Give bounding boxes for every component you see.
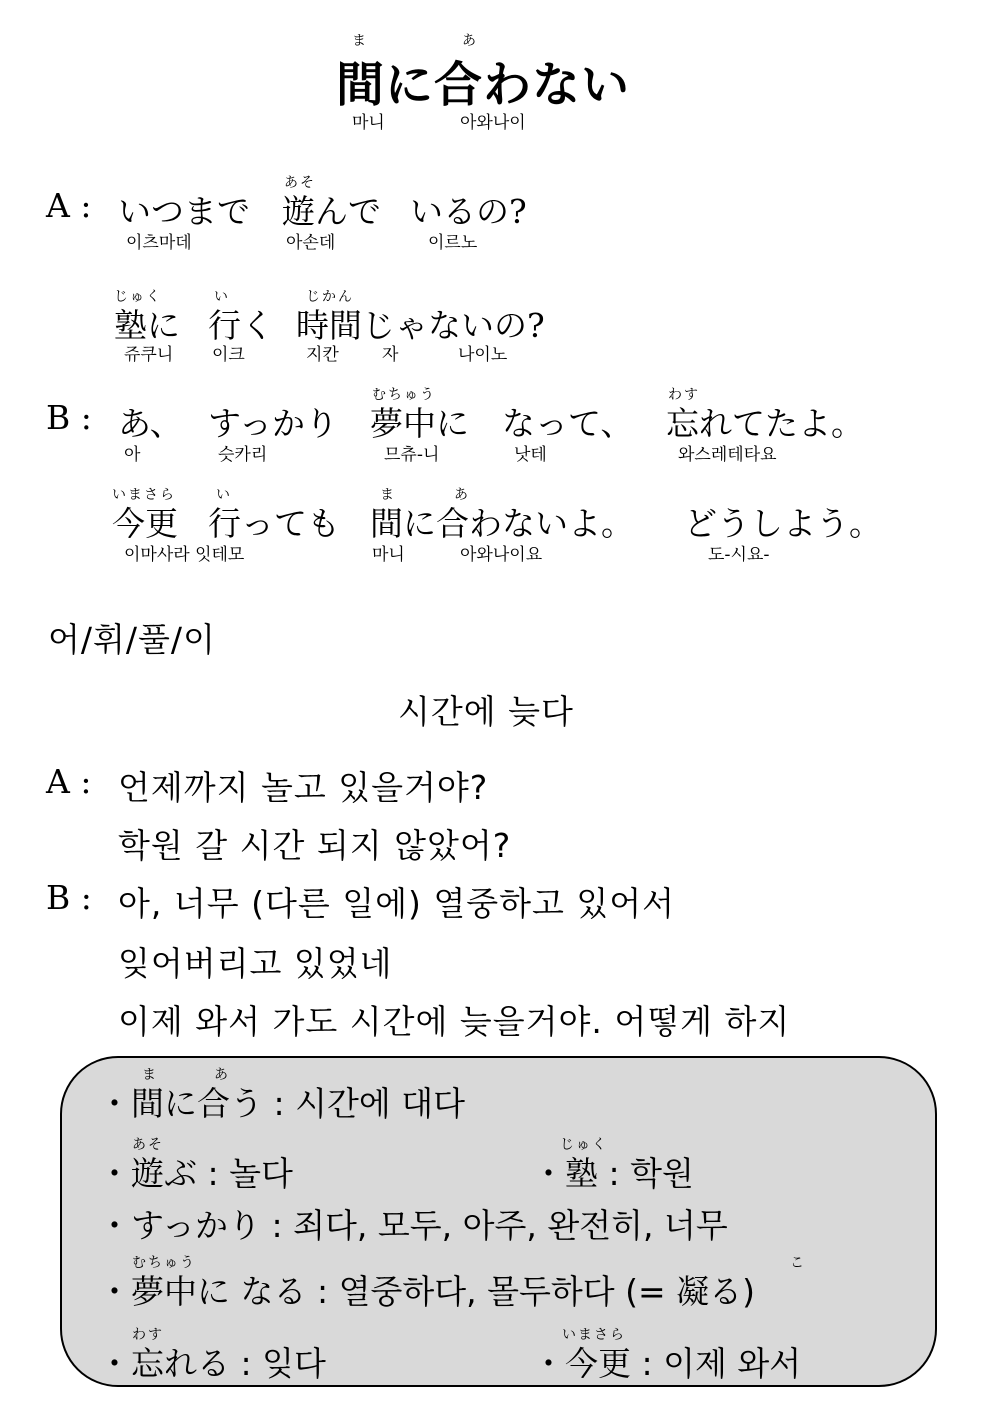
vocab-3-ruby: じゅく xyxy=(560,1137,608,1153)
dialogue-1-seg-2: 遊んで xyxy=(282,192,381,231)
vocab-item-6: ・忘れる : 잊다 xyxy=(98,1344,326,1383)
translation-line-1: 언제까지 놀고 있을거야? xyxy=(118,768,489,807)
vocab-2-ruby: あそ xyxy=(132,1137,164,1153)
dialogue-2-reading-1: 쥬쿠니 xyxy=(124,345,174,365)
vocab-item-2: ・遊ぶ : 놀다 xyxy=(98,1154,293,1193)
title-reading-1: 마니 xyxy=(352,113,385,133)
page-title: 間に合わない xyxy=(336,57,631,113)
dialogue-4-seg-2: 行っても xyxy=(208,504,340,543)
dialogue-3-seg-2: すっかり xyxy=(208,404,339,443)
dialogue-3-reading-3: 므츄-니 xyxy=(384,445,440,465)
dialogue-speaker-a: A : xyxy=(46,186,92,225)
dialogue-4-seg-3: 間に合わないよ。 xyxy=(370,504,634,543)
ruby-jikan: じかん xyxy=(306,289,354,305)
vocab-1-ruby-ma: ま xyxy=(142,1067,158,1083)
translation-line-4: 잊어버리고 있었네 xyxy=(118,944,393,983)
ruby-ma-2: ま xyxy=(380,487,396,503)
dialogue-2-seg-1: 塾に xyxy=(114,306,180,345)
translation-title: 시간에 늦다 xyxy=(398,692,574,731)
dialogue-1-seg-1: いつまで xyxy=(118,192,250,231)
title-ruby-a: あ xyxy=(462,33,478,49)
ruby-imasara: いまさら xyxy=(112,487,176,503)
vocab-6-ruby: わす xyxy=(132,1327,164,1343)
translation-line-2: 학원 갈 시간 되지 않았어? xyxy=(118,826,512,865)
title-ruby-ma: ま xyxy=(352,33,368,49)
dialogue-3-seg-1: あ、 xyxy=(118,404,183,443)
dialogue-2-reading-5: 나이노 xyxy=(458,345,508,365)
dialogue-3-seg-4: なって、 xyxy=(502,404,634,443)
vocab-7-ruby: いまさら xyxy=(562,1327,626,1343)
translation-line-5: 이제 와서 가도 시간에 늦을거야. 어떻게 하지 xyxy=(118,1002,791,1041)
vocab-5-ruby-ko: こ xyxy=(790,1255,806,1271)
translation-speaker-a: A : xyxy=(46,762,92,801)
dialogue-3-reading-5: 와스레테타요 xyxy=(678,445,777,465)
ruby-i: い xyxy=(214,289,230,305)
vocab-item-5: ・夢中に なる : 열중하다, 몰두하다 (= 凝る) xyxy=(98,1272,755,1311)
dialogue-2-seg-2: 行く xyxy=(208,306,274,345)
ruby-i-2: い xyxy=(216,487,232,503)
dialogue-4-reading-1: 이마사라 잇테모 xyxy=(124,545,245,565)
title-reading-2: 아와나이 xyxy=(460,113,526,133)
dialogue-1-reading-3: 이르노 xyxy=(428,233,478,253)
dialogue-1-seg-3: いるの? xyxy=(410,192,527,231)
vocab-5-ruby-muchuu: むちゅう xyxy=(132,1255,196,1271)
dialogue-3-seg-5: 忘れてたよ。 xyxy=(666,404,864,443)
ruby-aso: あそ xyxy=(284,175,316,191)
dialogue-3-seg-3: 夢中に xyxy=(370,404,469,443)
translation-line-3: 아, 너무 (다른 일에) 열중하고 있어서 xyxy=(118,884,675,923)
dialogue-2-seg-3: 時間じゃないの? xyxy=(296,306,545,345)
vocab-item-1: ・間に合う : 시간에 대다 xyxy=(98,1084,465,1123)
ruby-a-2: あ xyxy=(454,487,470,503)
dialogue-4-reading-4: 도-시요- xyxy=(708,545,770,565)
dialogue-1-reading-2: 아손데 xyxy=(286,233,336,253)
dialogue-4-seg-1: 今更 xyxy=(112,504,178,543)
vocab-item-3: ・塾 : 학원 xyxy=(532,1154,694,1193)
vocab-item-4: ・すっかり : 죄다, 모두, 아주, 완전히, 너무 xyxy=(98,1206,728,1245)
dialogue-4-reading-3: 아와나이요 xyxy=(460,545,543,565)
translation-speaker-b: B : xyxy=(46,878,92,917)
dialogue-speaker-b: B : xyxy=(46,398,92,437)
dialogue-4-reading-2: 마니 xyxy=(372,545,405,565)
dialogue-3-reading-1: 아 xyxy=(124,445,141,465)
ruby-muchuu: むちゅう xyxy=(372,387,436,403)
dialogue-1-reading-1: 이츠마데 xyxy=(126,233,192,253)
vocab-item-7: ・今更 : 이제 와서 xyxy=(532,1344,802,1383)
dialogue-2-reading-2: 이크 xyxy=(212,345,245,365)
ruby-juku: じゅく xyxy=(114,289,162,305)
vocab-1-ruby-a: あ xyxy=(214,1067,230,1083)
dialogue-2-reading-4: 자 xyxy=(382,345,399,365)
dialogue-3-reading-4: 낫테 xyxy=(514,445,547,465)
dialogue-2-reading-3: 지칸 xyxy=(306,345,339,365)
dialogue-4-seg-4: どうしよう。 xyxy=(684,504,882,543)
vocab-heading: 어/휘/풀/이 xyxy=(48,620,216,659)
dialogue-3-reading-2: 슷카리 xyxy=(218,445,268,465)
ruby-wasu: わす xyxy=(668,387,700,403)
